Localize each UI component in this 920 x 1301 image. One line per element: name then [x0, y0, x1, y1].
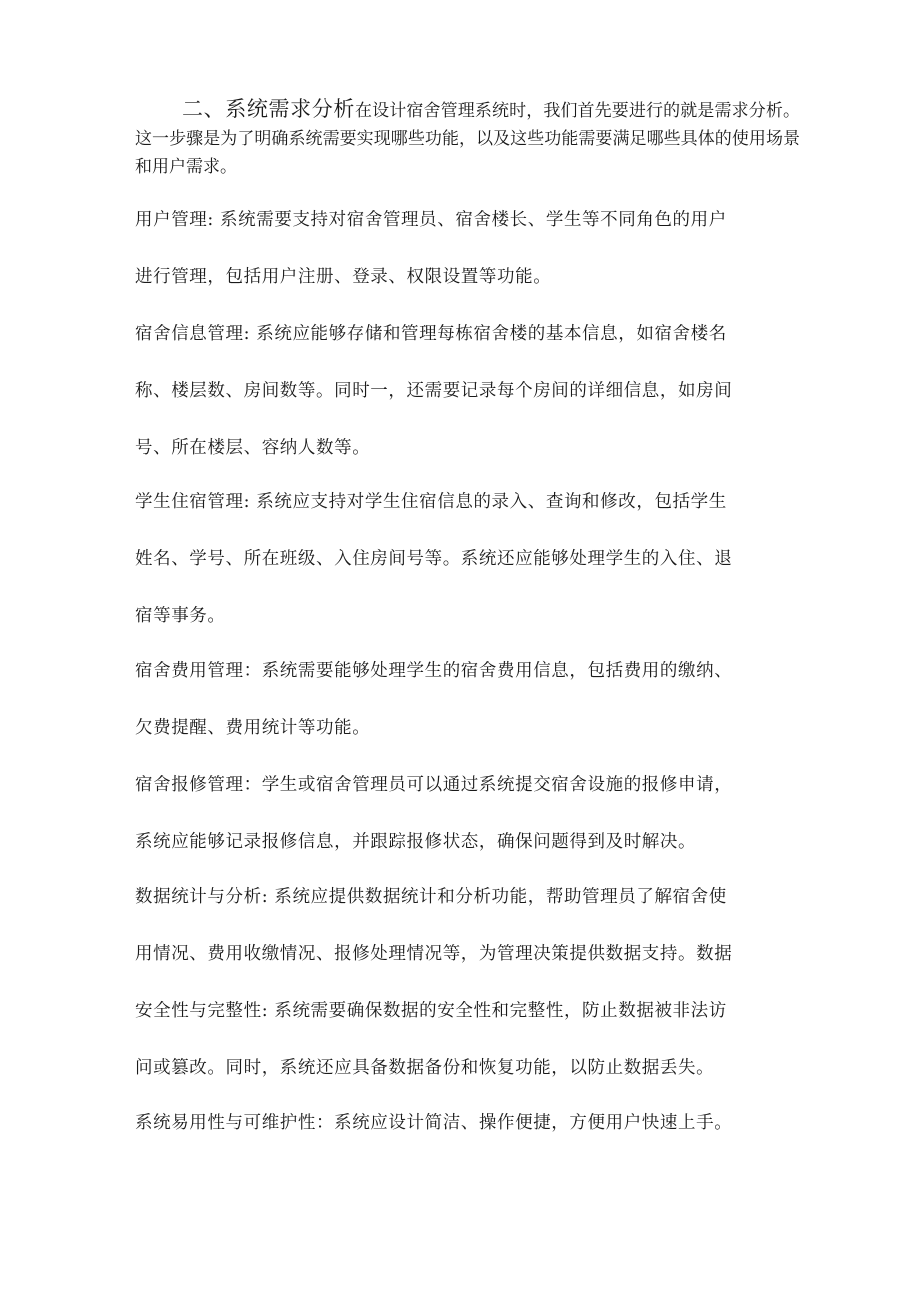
paragraph-repair-management — [135, 757, 807, 871]
text-line: 宿舍信息管理: 系统应能够存储和管理每栋宿舍楼的基本信息，如宿舍楼名 — [135, 324, 727, 344]
text-line: 宿舍费用管理：系统需要能够处理学生的宿舍费用信息，包括费用的缴纳、 — [135, 661, 733, 681]
text-line: 安全性与完整性: 系统需要确保数据的安全性和完整性，防止数据被非法访 — [135, 1001, 727, 1021]
text-line: 用情况、费用收缴情况、报修处理情况等，为管理决策提供数据支持。数据 — [135, 944, 733, 964]
paragraph-data-statistics-security — [135, 869, 807, 1097]
text-line: 欠费提醒、费用统计等功能。 — [135, 718, 371, 738]
text-line: 数据统计与分析: 系统应提供数据统计和分析功能，帮助管理员了解宿舍使 — [135, 887, 727, 907]
text-line: 宿舍报修管理：学生或宿舍管理员可以通过系统提交宿舍设施的报修申请， — [135, 775, 733, 795]
text-line: 用户管理: 系统需要支持对宿舍管理员、宿舍楼长、学生等不同角色的用户 — [135, 210, 727, 230]
text-line: 号、所在楼层、容纳人数等。 — [135, 438, 371, 458]
paragraph-usability-maintainability — [135, 1095, 807, 1152]
text-line: 问或篡改。同时，系统还应具备数据备份和恢复功能，以防止数据丢失。 — [135, 1058, 715, 1078]
paragraph-student-housing-management — [135, 474, 807, 645]
section-heading: 二、系统需求分析 — [182, 97, 355, 121]
text-line: 宿等事务。 — [135, 606, 226, 626]
text-line: 系统应能够记录报修信息，并跟踪报修状态，确保问题得到及时解决。 — [135, 832, 697, 852]
text-line: 姓名、学号、所在班级、入住房间号等。系统还应能够处理学生的入住、退 — [135, 549, 733, 569]
text-line: 称、楼层数、房间数等。同时一，还需要记录每个房间的详细信息，如房间 — [135, 381, 733, 401]
text-line: 系统易用性与可维护性：系统应设计简洁、操作便捷，方便用户快速上手。 — [135, 1113, 733, 1133]
intro-text: 在设计宿舍管理系统时，我们首先要进行的就是需求分析。这一步骤是为了明确系统需要实现哪些功能，以及这些功能需要满足哪些具体的使用场景和用户需求。 — [135, 101, 801, 177]
text-line: 进行管理，包括用户注册、登录、权限设置等功能。 — [135, 267, 552, 287]
paragraph-dorm-fee-management — [135, 643, 807, 757]
paragraph-dorm-info-management — [135, 306, 807, 477]
text-line: 学生住宿管理: 系统应支持对学生住宿信息的录入、查询和修改，包括学生 — [135, 492, 727, 512]
intro-paragraph — [135, 95, 800, 181]
paragraph-user-management — [135, 192, 807, 306]
